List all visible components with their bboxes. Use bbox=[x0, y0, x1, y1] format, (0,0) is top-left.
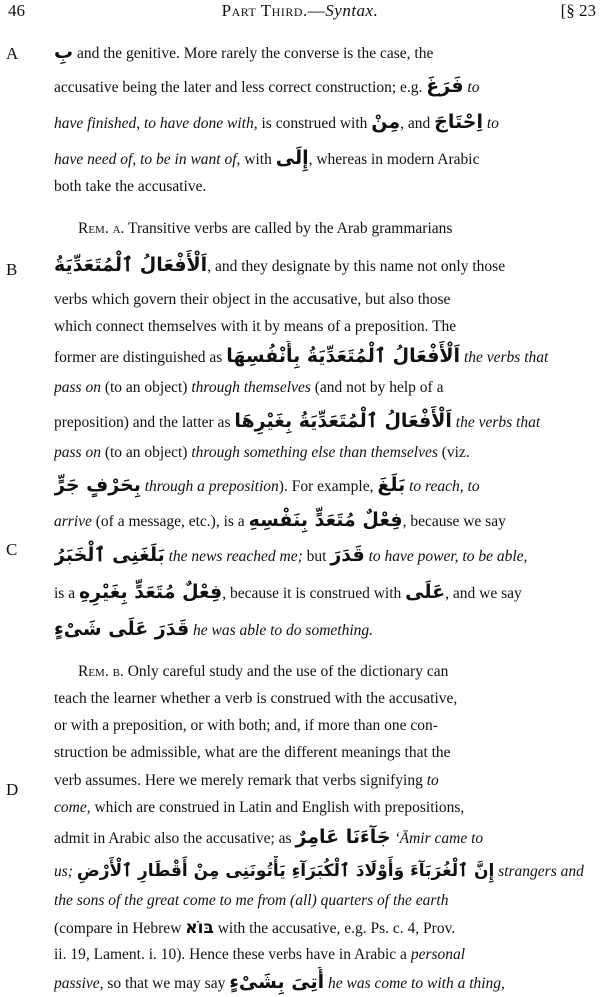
hebrew-text: בּוֹא bbox=[185, 918, 214, 938]
text-line bbox=[54, 37, 598, 67]
text-span: , and they designate by this name not only those bbox=[207, 258, 506, 275]
text-span: accusative being the later and less correct construction; e.g. bbox=[54, 79, 423, 96]
text-span: through themselves bbox=[191, 379, 311, 396]
text-span: both take the accusative. bbox=[54, 178, 207, 195]
text-span: is construed with bbox=[261, 115, 368, 132]
text-line bbox=[54, 71, 598, 101]
margin-letter-b: B bbox=[6, 260, 18, 279]
text-span: to have power, to be able, bbox=[368, 548, 528, 565]
text-span: admit in Arabic also the accusative; as bbox=[54, 830, 292, 847]
text-span: and the genitive. More rarely the converse is the case, the bbox=[76, 45, 434, 62]
text-span: with bbox=[244, 151, 272, 168]
text-line bbox=[54, 172, 598, 202]
text-span: is a bbox=[54, 585, 76, 602]
text-span: which are construed in Latin and English with prepositions, bbox=[94, 799, 465, 816]
arabic-text: فِعْلٌ مُتَعَدٍّ بِنَفْسِهِ bbox=[248, 509, 403, 531]
text-line bbox=[54, 107, 598, 137]
text-span: Only careful study and the use of the dictionary can bbox=[127, 663, 449, 680]
text-line bbox=[54, 438, 598, 468]
text-line bbox=[54, 967, 598, 997]
text-span: the verbs that bbox=[455, 414, 541, 431]
text-line bbox=[54, 540, 598, 570]
running-head-part: Part Third.— bbox=[221, 1, 326, 20]
text-line bbox=[54, 793, 598, 823]
margin-letter-c: C bbox=[6, 540, 18, 559]
text-span: (and not by help of a bbox=[314, 379, 444, 396]
text-span: come, bbox=[54, 799, 91, 816]
text-line bbox=[54, 341, 598, 371]
arabic-text: قَدَرَ bbox=[330, 544, 365, 566]
arabic-text: عَلَى bbox=[405, 581, 446, 603]
arabic-text: جَآءَنَا عَامِرٌ bbox=[295, 826, 391, 848]
text-span: to bbox=[486, 115, 499, 132]
text-span: have finished, to have done with, bbox=[54, 115, 258, 132]
text-span: personal bbox=[410, 946, 466, 963]
text-span: have need of, to be in want of, bbox=[54, 151, 241, 168]
text-span: to bbox=[426, 772, 439, 789]
text-span: preposition) and the latter as bbox=[54, 414, 231, 431]
text-span: pass on bbox=[54, 379, 101, 396]
text-line bbox=[54, 373, 598, 403]
remark-b-start bbox=[78, 657, 598, 687]
remark-a-start bbox=[78, 214, 598, 244]
text-line bbox=[54, 470, 598, 500]
text-span: (of a message, etc.), is a bbox=[95, 513, 245, 530]
text-span: (to an object) bbox=[104, 379, 188, 396]
text-span: ). For example, bbox=[278, 478, 374, 495]
text-span: struction be admissible, what are the different meanings that the bbox=[54, 744, 451, 761]
arabic-text: اَلْأَفْعَالُ ٱلْمُتَعَدِّيَةُ بِأَنْفُسِهَا bbox=[226, 345, 461, 367]
text-span: (compare in Hebrew bbox=[54, 920, 182, 937]
text-span: passive, bbox=[54, 975, 104, 992]
arabic-text: قَدَرَ عَلَى شَىْءٍ bbox=[54, 618, 190, 640]
text-line bbox=[54, 940, 598, 970]
text-line bbox=[54, 913, 598, 943]
text-line bbox=[54, 614, 598, 644]
text-line bbox=[54, 143, 598, 173]
text-span: us; bbox=[54, 863, 73, 880]
text-line bbox=[54, 285, 598, 315]
arabic-text: فِعْلٌ مُتَعَدٍّ بِغَيْرِهِ bbox=[78, 581, 223, 603]
text-span: verbs which govern their object in the accusative, but also those bbox=[54, 291, 451, 308]
text-span: , and we say bbox=[445, 585, 522, 602]
text-line bbox=[54, 738, 598, 768]
text-span: pass on bbox=[54, 444, 101, 461]
text-span: verb assumes. Here we merely remark that verbs signifying bbox=[54, 772, 423, 789]
text-line bbox=[54, 505, 598, 535]
text-span: , whereas in modern Arabic bbox=[308, 151, 480, 168]
text-span: through a preposition bbox=[144, 478, 279, 495]
text-span: the news reached me; bbox=[168, 548, 303, 565]
text-span: the sons of the great come to me from (all) quarters of the earth bbox=[54, 892, 449, 909]
text-span: ‘Āmir came to bbox=[394, 830, 484, 847]
arabic-text: فَرَغَ bbox=[426, 75, 464, 97]
text-span: (viz. bbox=[441, 444, 470, 461]
text-span: , and bbox=[400, 115, 431, 132]
arabic-text: اَلْأَفْعَالُ ٱلْمُتَعَدِّيَةُ بِغَيْرِهَا bbox=[234, 410, 452, 432]
arabic-text: مِنْ bbox=[371, 111, 401, 133]
page-number: 46 bbox=[8, 1, 25, 20]
arabic-text: بِحَرْفٍ جَرٍّ bbox=[54, 474, 141, 496]
text-span: , because we say bbox=[402, 513, 506, 530]
text-line bbox=[54, 822, 598, 852]
arabic-text: إِلَى bbox=[275, 147, 309, 169]
text-span: Rem. b. bbox=[78, 663, 124, 680]
text-line bbox=[54, 856, 598, 886]
running-header bbox=[0, 0, 600, 22]
running-head bbox=[0, 1, 600, 21]
arabic-text: اِحْتَاجَ bbox=[434, 111, 483, 133]
text-line bbox=[54, 406, 598, 436]
text-span: or with a preposition, or with both; and, if more than one con- bbox=[54, 717, 438, 734]
arabic-text: بَلَغَنِى ٱلْخَبَرُ bbox=[54, 544, 165, 566]
text-span: Transitive verbs are called by the Arab grammarians bbox=[128, 220, 453, 237]
text-line bbox=[54, 766, 598, 796]
text-span: he was come to with a thing, bbox=[327, 975, 505, 992]
arabic-text: بَلَغَ bbox=[377, 474, 406, 496]
arabic-text: أُتِىَ بِشَىْءٍ bbox=[229, 971, 325, 993]
text-line bbox=[54, 577, 598, 607]
text-span: to bbox=[467, 79, 480, 96]
text-line bbox=[54, 711, 598, 741]
text-span: teach the learner whether a verb is construed with the accusative, bbox=[54, 690, 458, 707]
text-span: but bbox=[306, 548, 327, 565]
text-span: which connect themselves with it by means of a preposition. The bbox=[54, 318, 457, 335]
margin-letter-a: A bbox=[6, 44, 19, 63]
arabic-text: اَلْأَفْعَالُ ٱلْمُتَعَدِّيَةُ bbox=[54, 254, 208, 276]
text-span: strangers and bbox=[498, 863, 584, 880]
text-span: ii. 19, Lament. i. 10). Hence these verbs have in Arabic a bbox=[54, 946, 407, 963]
text-span: with the accusative, e.g. Ps. c. 4, Prov. bbox=[217, 920, 456, 937]
margin-letter-d: D bbox=[6, 780, 19, 799]
text-line bbox=[54, 312, 598, 342]
text-span: Rem. a. bbox=[78, 220, 125, 237]
text-span: , because it is construed with bbox=[222, 585, 402, 602]
arabic-text: بِ bbox=[54, 41, 74, 63]
text-span: former are distinguished as bbox=[54, 349, 223, 366]
text-span: so that we may say bbox=[107, 975, 226, 992]
text-span: through something else than themselves bbox=[191, 444, 438, 461]
text-span: arrive bbox=[54, 513, 92, 530]
text-span: he was able to do something. bbox=[193, 622, 374, 639]
text-span: (to an object) bbox=[104, 444, 188, 461]
text-line bbox=[54, 250, 598, 280]
arabic-text: إِنَّ ٱلْغُرَبَآءَ وَأَوْلَادَ ٱلْكُبَرَآءِ يَأْتُونَنِى مِنْ أَقْطَارِ ٱلْأَرْضِ bbox=[76, 861, 495, 881]
running-head-topic: Syntax. bbox=[325, 1, 379, 20]
text-span: to reach, to bbox=[409, 478, 480, 495]
text-line bbox=[54, 886, 598, 916]
section-mark: [§ 23 bbox=[560, 1, 596, 20]
text-span: the verbs that bbox=[463, 349, 549, 366]
text-line bbox=[54, 684, 598, 714]
